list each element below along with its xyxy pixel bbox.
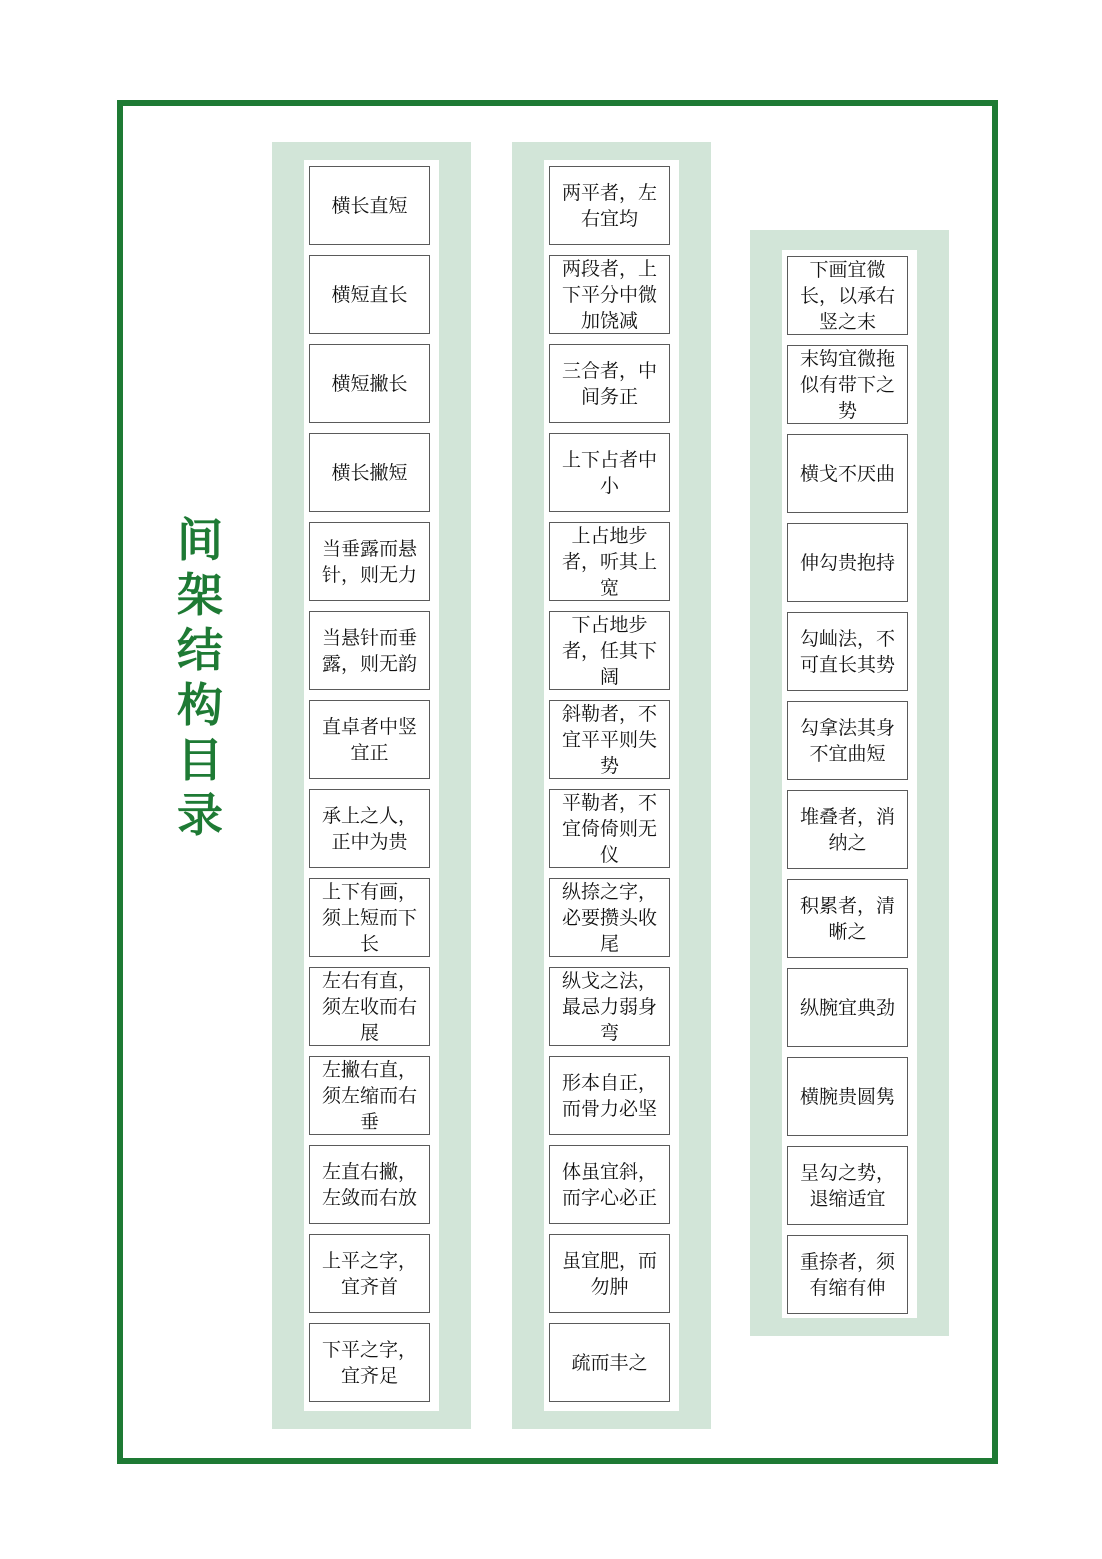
toc-entry[interactable]: 上下有画，须上短而下长 (309, 878, 430, 957)
toc-entry[interactable]: 左右有直，须左收而右展 (309, 967, 430, 1046)
toc-entry[interactable]: 积累者，清晰之 (787, 879, 908, 958)
toc-entry[interactable]: 横戈不厌曲 (787, 434, 908, 513)
toc-entry[interactable]: 疏而丰之 (549, 1323, 670, 1402)
toc-entry[interactable]: 上平之字，宜齐首 (309, 1234, 430, 1313)
title-char: 架 (177, 568, 223, 622)
toc-entry[interactable]: 伸勾贵抱持 (787, 523, 908, 602)
toc-entry[interactable]: 末钩宜微拖似有带下之势 (787, 345, 908, 424)
toc-entry[interactable]: 直卓者中竖宜正 (309, 700, 430, 779)
toc-entry[interactable]: 三合者，中间务正 (549, 344, 670, 423)
toc-entry[interactable]: 下画宜微长，以承右竖之末 (787, 256, 908, 335)
toc-entry[interactable]: 横长撇短 (309, 433, 430, 512)
toc-entry[interactable]: 下平之字，宜齐足 (309, 1323, 430, 1402)
toc-entry[interactable]: 斜勒者，不宜平平则失势 (549, 700, 670, 779)
toc-entry[interactable]: 虽宜肥，而勿肿 (549, 1234, 670, 1313)
title-char: 构 (177, 678, 223, 732)
toc-entry[interactable]: 体虽宜斜，而字心必正 (549, 1145, 670, 1224)
toc-entry[interactable]: 呈勾之势，退缩适宜 (787, 1146, 908, 1225)
toc-entry[interactable]: 勾屾法，不可直长其势 (787, 612, 908, 691)
toc-entry[interactable]: 平勒者，不宜倚倚则无仪 (549, 789, 670, 868)
toc-entry[interactable]: 纵戈之法，最忌力弱身弯 (549, 967, 670, 1046)
toc-entry[interactable]: 横长直短 (309, 166, 430, 245)
toc-entry[interactable]: 当垂露而悬针，则无力 (309, 522, 430, 601)
toc-entry[interactable]: 纵捺之字，必要攒头收尾 (549, 878, 670, 957)
toc-entry[interactable]: 两平者，左右宜均 (549, 166, 670, 245)
toc-entry[interactable]: 横短撇长 (309, 344, 430, 423)
toc-column-panel (544, 160, 679, 1411)
toc-entry[interactable]: 左直右撇，左敛而右放 (309, 1145, 430, 1224)
toc-column-panel (782, 250, 917, 1318)
title-char: 间 (177, 513, 223, 567)
toc-entry[interactable]: 勾拿法其身不宜曲短 (787, 701, 908, 780)
toc-entry[interactable]: 上下占者中小 (549, 433, 670, 512)
toc-entry[interactable]: 承上之人，正中为贵 (309, 789, 430, 868)
toc-entry[interactable]: 下占地步者，任其下阔 (549, 611, 670, 690)
title-char: 结 (177, 623, 223, 677)
toc-column-3 (750, 230, 949, 1336)
toc-entry[interactable]: 横腕贵圆隽 (787, 1057, 908, 1136)
toc-entry[interactable]: 上占地步者，听其上宽 (549, 522, 670, 601)
toc-column-1 (272, 142, 471, 1429)
toc-entry[interactable]: 形本自正，而骨力必坚 (549, 1056, 670, 1135)
toc-column-panel (304, 160, 439, 1411)
toc-entry[interactable]: 当悬针而垂露，则无韵 (309, 611, 430, 690)
toc-entry[interactable]: 重捺者，须有缩有伸 (787, 1235, 908, 1314)
toc-entry[interactable]: 堆叠者，消纳之 (787, 790, 908, 869)
title-char: 目 (177, 733, 223, 787)
toc-column-2 (512, 142, 711, 1429)
title-char: 录 (177, 788, 223, 842)
toc-entry[interactable]: 两段者，上下平分中微加饶减 (549, 255, 670, 334)
toc-entry[interactable]: 左撇右直，须左缩而右垂 (309, 1056, 430, 1135)
page-title (172, 513, 228, 843)
toc-entry[interactable]: 纵腕宜典劲 (787, 968, 908, 1047)
toc-entry[interactable]: 横短直长 (309, 255, 430, 334)
